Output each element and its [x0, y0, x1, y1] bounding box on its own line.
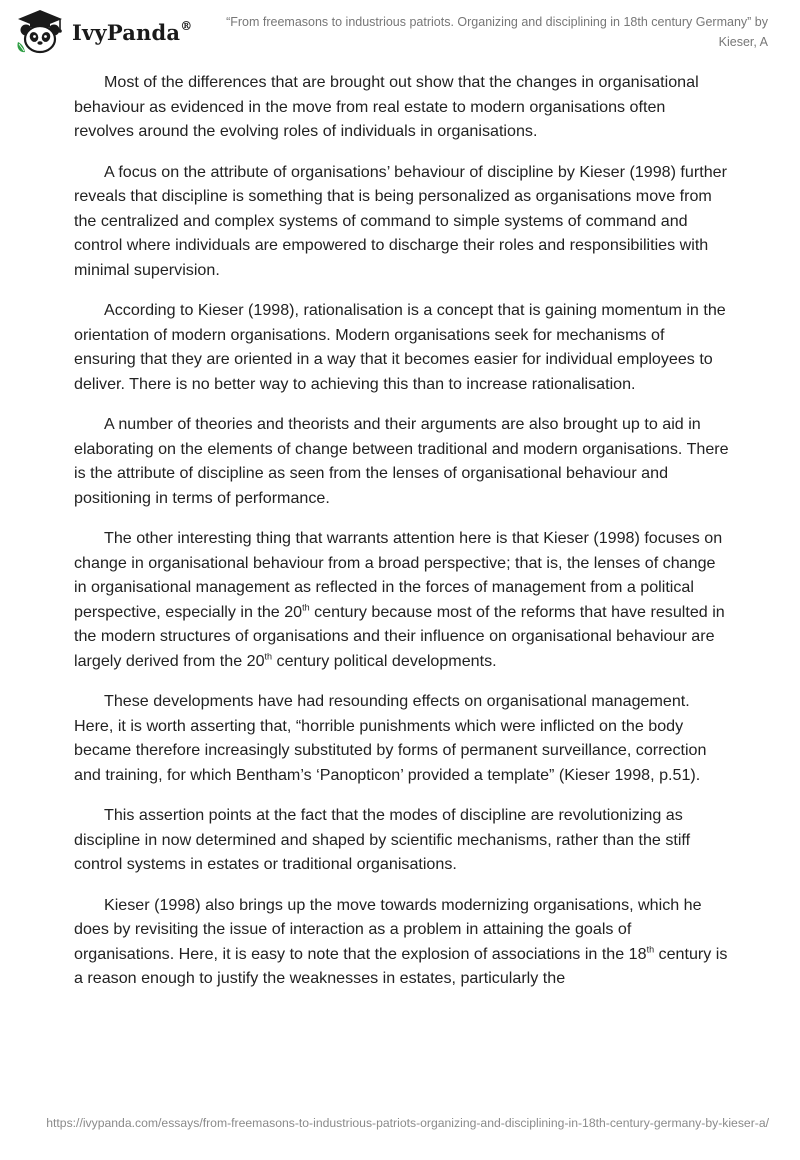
- page-header: [0, 0, 800, 60]
- brand-name: IvyPanda®: [72, 18, 193, 45]
- paragraph-2: A focus on the attribute of organisations’ behaviour of discipline by Kieser (1998) further reveals that discipline is something that is being personalized as organisations move from the centralized and complex systems of command to simple systems of command and control where individuals are empowered to discharge their roles and responsibilities with minimal supervision.: [74, 162, 727, 279]
- paragraph-5-part-1: The other interesting thing that warrants attention here is that Kieser (1998) focuses on change in organisational behaviour from a broad perspective; that is, the lenses of change in organisational management as reflected in the forces of management from a political perspective, especially in the 20: [74, 529, 723, 621]
- ordinal-suffix: th: [302, 602, 310, 613]
- paragraph-4: A number of theories and theorists and their arguments are also brought up to aid in elaborating on the elements of change between traditional and modern organisations. There is the attribute of discipline as seen from the lenses of organisational behaviour and positioning in terms of performance.: [74, 415, 729, 507]
- ordinal-suffix: th: [264, 651, 273, 662]
- paragraph-6: These developments have had resounding effects on organisational management. Here, it is worth asserting that, “horrible punishments which were inflicted on the body became therefore increasingly substituted by forms of permanent surveillance, correction and training, for which Bentham’s ‘Panopticon’ provided a template” (Kieser 1998, p.51).: [74, 692, 707, 784]
- paragraph-8-part-2: century is a reason enough to justify the weaknesses in estates, particularly the: [74, 944, 728, 987]
- paragraph-3: According to Kieser (1998), rationalisation is a concept that is gaining momentum in the orientation of modern organisations. Modern organisations seek for mechanisms of ensuring that they are oriented in a way that it becomes easier for individual employees to deliver. There is no better way to achieving this than to increase rationalisation.: [74, 301, 726, 393]
- paragraph-1: Most of the differences that are brought out show that the changes in organisational behaviour as evidenced in the move from real estate to modern organisations often revolves around the evolving roles of individuals in organisations.: [74, 73, 699, 140]
- paragraph-8: [74, 893, 729, 991]
- essay-body: [74, 70, 729, 1007]
- paragraph-5-part-3: century political developments.: [272, 651, 497, 670]
- paragraph-5-part-2: century because most of the reforms that have resulted in the modern structures of organisations and their influence on organisational behaviour are largely derived from the 20: [74, 602, 725, 670]
- footer-url-link[interactable]: https://ivypanda.com/essays/from-freemasons-to-industrious-patriots-organizing-and-disciplining-in-18th-century-germany-by-kieser-a/: [46, 1116, 769, 1130]
- panda-graduate-icon: [14, 8, 66, 56]
- paragraph-5: [74, 526, 729, 673]
- ordinal-suffix: th: [646, 944, 655, 955]
- source-title: “From freemasons to industrious patriots. Organizing and disciplining in 18th century Germany” by Kieser, A: [226, 15, 768, 49]
- paragraph-8-part-1: Kieser (1998) also brings up the move towards modernizing organisations, which he does by revisiting the issue of interaction as a problem in attaining the goals of organisations. Here, it is easy to note that the explosion of associations in the 18: [74, 895, 702, 963]
- paragraph-7: This assertion points at the fact that the modes of discipline are revolutionizing as discipline in now determined and shaped by scientific mechanisms, rather than the stiff control systems in estates or traditional organisations.: [74, 806, 691, 873]
- ivypanda-logo[interactable]: [14, 8, 192, 56]
